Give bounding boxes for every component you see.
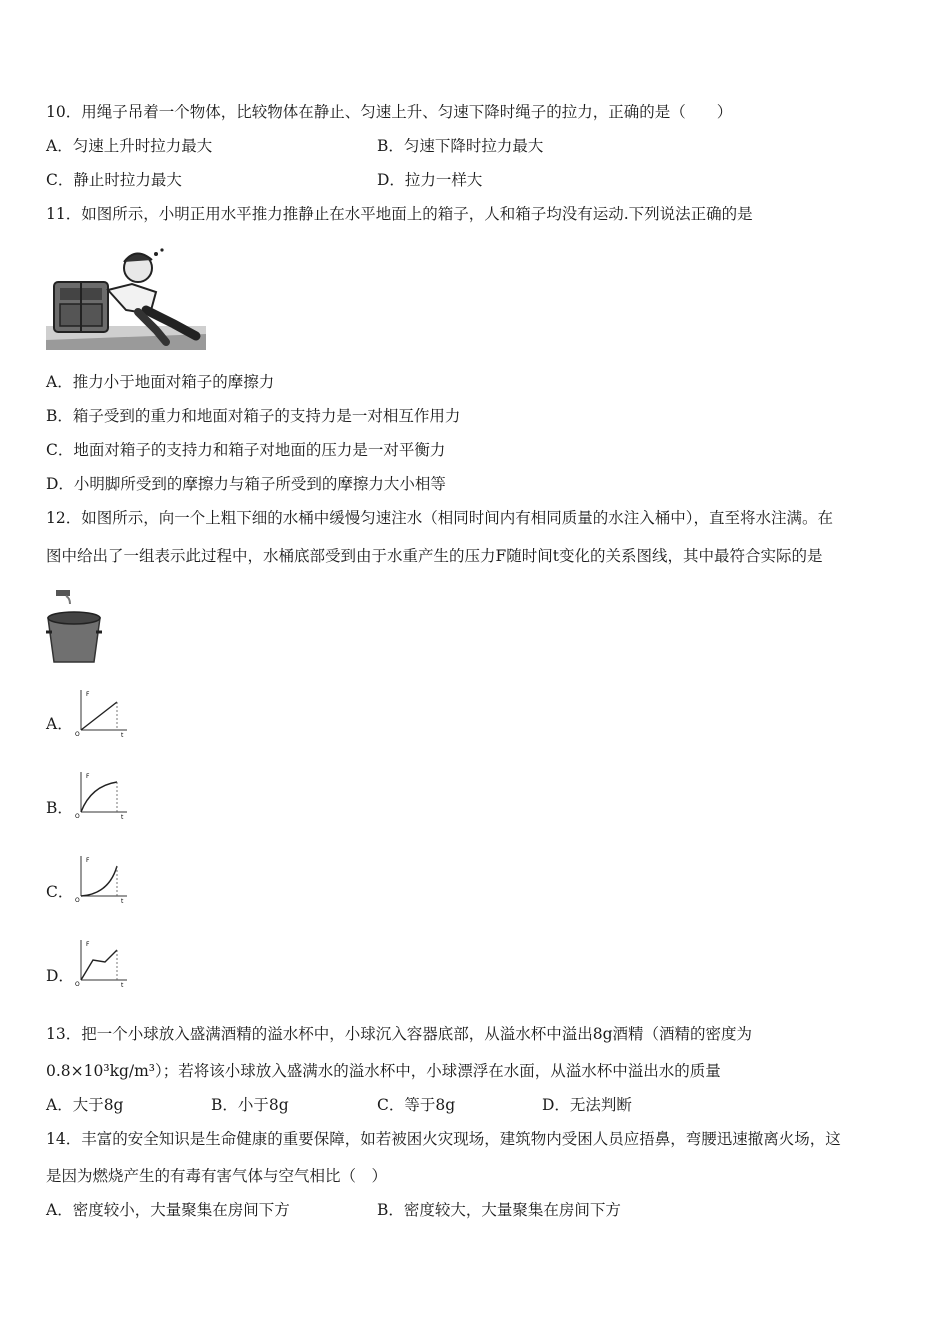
q12-graph-b-y-axis-label: F — [86, 773, 90, 780]
q14-option-b: B．密度较大，大量聚集在房间下方 — [377, 1201, 621, 1219]
q12-option-d-label: D． — [46, 967, 74, 985]
q12-option-a-label: A． — [46, 715, 73, 733]
q10-option-c: C．静止时拉力最大 — [46, 171, 182, 189]
q12-graph-c-y-axis-label: F — [86, 857, 90, 864]
q12-stem-line2: 图中给出了一组表示此过程中，水桶底部受到由于水重产生的压力F随时间t变化的关系图线，其中最符合实际的是 — [46, 547, 823, 565]
q12-graph-b-x-axis-label: t — [121, 814, 124, 820]
q13-option-b: B．小于8g — [211, 1096, 289, 1114]
q12-graph-c — [73, 854, 129, 904]
q12-option-c-label: C． — [46, 883, 74, 901]
q14-stem-line1: 14．丰富的安全知识是生命健康的重要保障，如若被困火灾现场，建筑物内受困人员应捂鼻，弯腰迅速撤离火场，这 — [46, 1130, 841, 1148]
q12-graph-c-x-axis-label: t — [121, 898, 124, 904]
q14-stem-line2: 是因为燃烧产生的有毒有害气体与空气相比（ ） — [46, 1167, 388, 1185]
q13-option-a: A．大于8g — [46, 1096, 124, 1114]
boy-pushing-box-figure — [46, 244, 208, 352]
q11-stem: 11．如图所示，小明正用水平推力推静止在水平地面上的箱子，人和箱子均没有运动.下列说法正确的是 — [46, 205, 753, 223]
q13-stem-line2: 0.8×10³kg/m³）；若将该小球放入盛满水的溢水杯中，小球漂浮在水面，从溢水杯中溢出水的质量 — [46, 1062, 721, 1080]
q11-option-d: D．小明脚所受到的摩擦力与箱子所受到的摩擦力大小相等 — [46, 475, 446, 493]
q10-option-a: A．匀速上升时拉力最大 — [46, 137, 213, 155]
q12-graph-b-origin-label: O — [75, 813, 80, 820]
q12-graph-d-x-axis-label: t — [121, 982, 124, 988]
q12-graph-d-y-axis-label: F — [86, 941, 90, 948]
q12-graph-a-x-axis-label: t — [121, 732, 124, 738]
q10-stem: 10．用绳子吊着一个物体，比较物体在静止、匀速上升、匀速下降时绳子的拉力，正确的是（ ） — [46, 103, 733, 121]
q14-option-a: A．密度较小，大量聚集在房间下方 — [46, 1201, 290, 1219]
q12-graph-c-origin-label: O — [75, 897, 80, 904]
q12-graph-a-origin-label: O — [75, 731, 80, 738]
q10-option-b: B．匀速下降时拉力最大 — [377, 137, 544, 155]
q12-graph-a-y-axis-label: F — [86, 691, 90, 698]
q11-option-b: B．箱子受到的重力和地面对箱子的支持力是一对相互作用力 — [46, 407, 461, 425]
q12-graph-b — [73, 770, 129, 820]
q11-option-a: A．推力小于地面对箱子的摩擦力 — [46, 373, 275, 391]
q12-graph-a — [73, 688, 129, 738]
q12-option-b-label: B． — [46, 799, 73, 817]
q13-stem-line1: 13．把一个小球放入盛满酒精的溢水杯中，小球沉入容器底部，从溢水杯中溢出8g酒精（酒精的密度为 — [46, 1025, 753, 1043]
q10-option-d: D．拉力一样大 — [377, 171, 483, 189]
q11-option-c: C．地面对箱子的支持力和箱子对地面的压力是一对平衡力 — [46, 441, 446, 459]
q12-stem-line1: 12．如图所示，向一个上粗下细的水桶中缓慢匀速注水（相同时间内有相同质量的水注入桶中），直至将水注满。在 — [46, 509, 833, 527]
bucket-with-faucet-figure — [44, 588, 104, 666]
q13-option-d: D．无法判断 — [542, 1096, 632, 1114]
q13-option-c: C．等于8g — [377, 1096, 456, 1114]
q12-graph-d-origin-label: O — [75, 981, 80, 988]
q12-graph-d — [73, 938, 129, 988]
